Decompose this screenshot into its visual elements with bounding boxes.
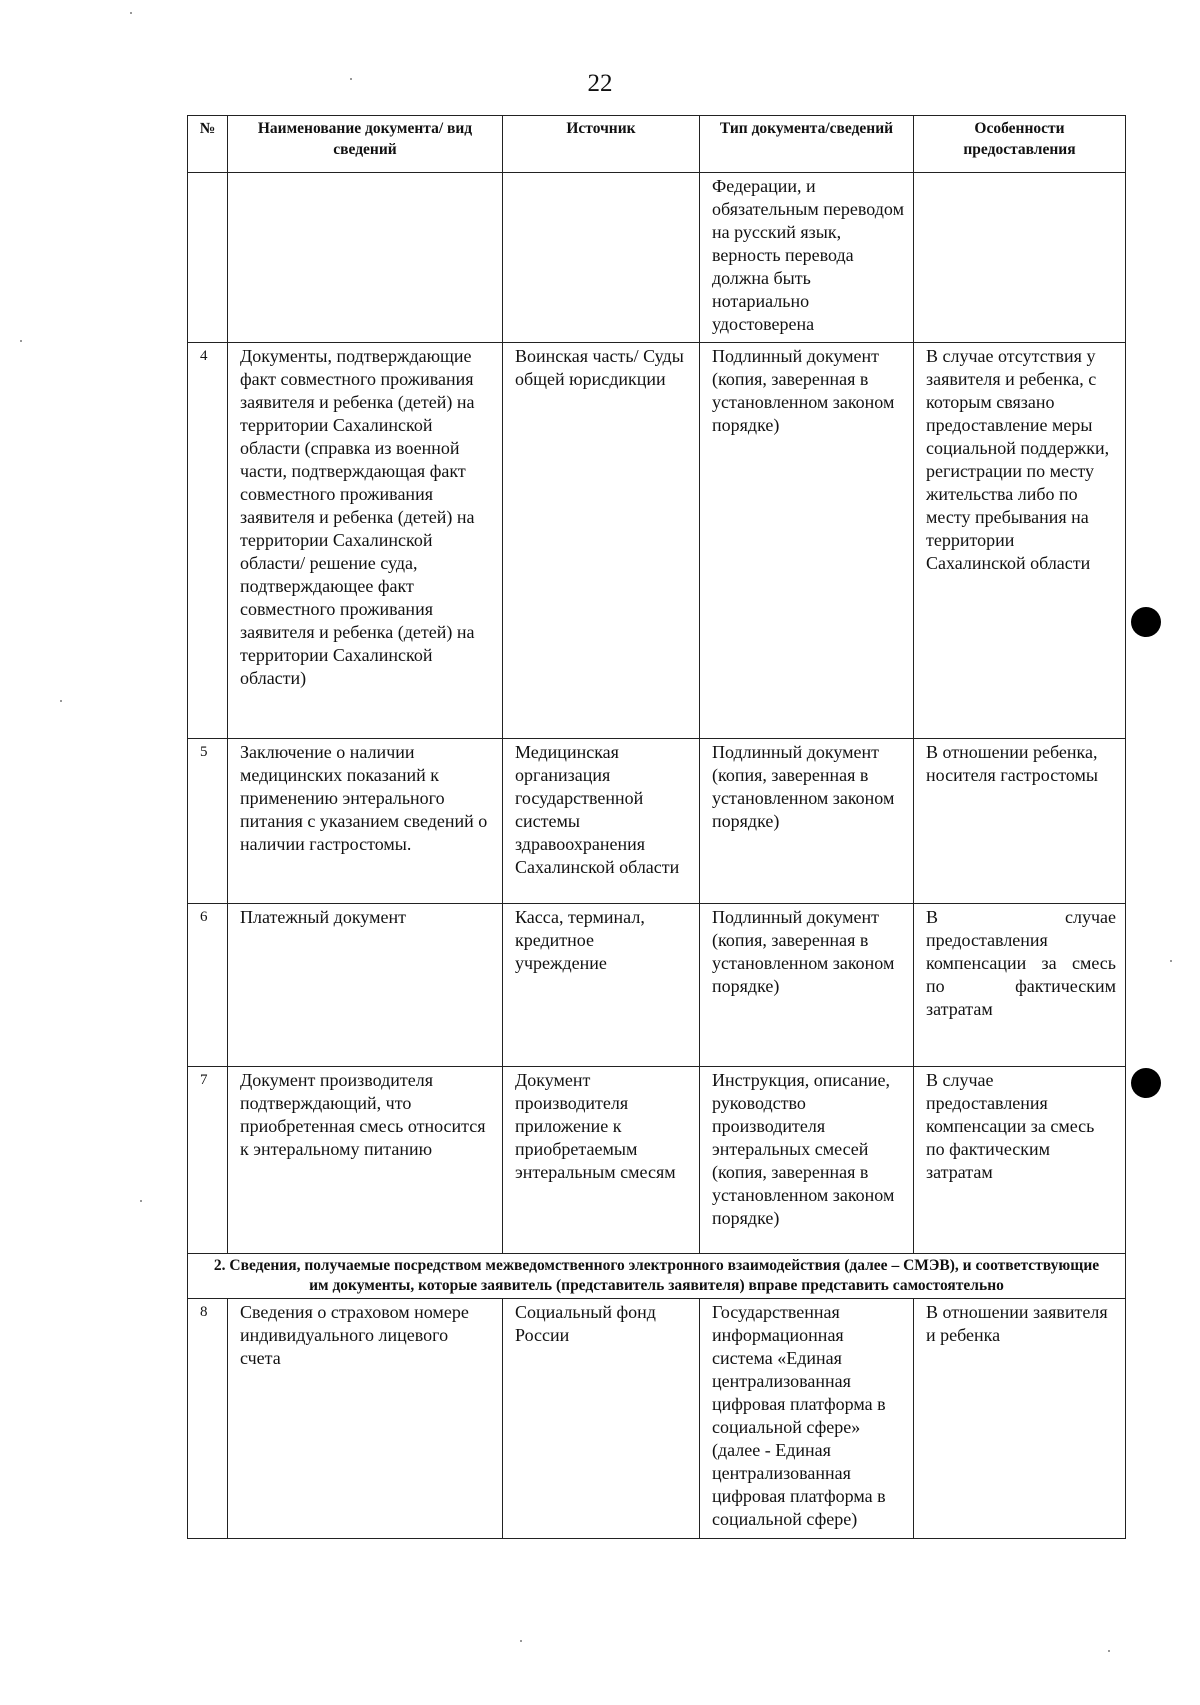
cell-features: В случае предоставления компенсации за смесь по фактическим затратам: [914, 1067, 1126, 1254]
scan-speck: [1108, 1650, 1110, 1652]
cell-num: 7: [188, 1067, 228, 1254]
header-features: Особенности предоставления: [914, 116, 1126, 173]
cell-features: В отношении заявителя и ребенка: [914, 1299, 1126, 1539]
section-heading: 2. Сведения, получаемые посредством межведомственного электронного взаимодействия (далее – СМЭВ), и соответствующие им документы, которые заявитель (представитель заявителя) вправе представить самостоятельно: [188, 1254, 1126, 1299]
punch-hole-mark: [1131, 607, 1161, 637]
table-header-row: [188, 116, 1126, 173]
cell-name: Документ производителя подтверждающий, что приобретенная смесь относится к энтеральному питанию: [228, 1067, 503, 1254]
header-type: Тип документа/сведений: [700, 116, 914, 173]
section-heading-row: [188, 1254, 1126, 1299]
header-source: Источник: [503, 116, 700, 173]
cell-source: [503, 173, 700, 343]
scan-speck: [60, 700, 62, 702]
scan-speck: [140, 1200, 142, 1202]
scan-speck: [20, 340, 22, 342]
cell-num: 6: [188, 904, 228, 1067]
cell-type: Государственная информационная система «Единая централизованная цифровая платформа в социальной сфере» (далее - Единая централизованная цифровая платформа в социальной сфере): [700, 1299, 914, 1539]
documents-table: [187, 115, 1126, 1539]
cell-type: Подлинный документ (копия, заверенная в установленном законом порядке): [700, 904, 914, 1067]
cell-source: Воинская часть/ Суды общей юрисдикции: [503, 343, 700, 739]
cell-features: В отношении ребенка, носителя гастростомы: [914, 739, 1126, 904]
cell-source: Социальный фонд России: [503, 1299, 700, 1539]
cell-name: [228, 173, 503, 343]
table-row: [188, 1299, 1126, 1539]
cell-source: Документ производителя приложение к приобретаемым энтеральным смесям: [503, 1067, 700, 1254]
scan-speck: [1170, 960, 1172, 962]
cell-type: Инструкция, описание, руководство производителя энтеральных смесей (копия, заверенная в установленном законом порядке): [700, 1067, 914, 1254]
cell-num: 8: [188, 1299, 228, 1539]
cell-type: Федерации, и обязательным переводом на русский язык, верность перевода должна быть нотариально удостоверена: [700, 173, 914, 343]
cell-num: 4: [188, 343, 228, 739]
cell-num: 5: [188, 739, 228, 904]
table-row: [188, 1067, 1126, 1254]
scan-speck: [350, 78, 352, 80]
cell-features: [914, 173, 1126, 343]
page-number: 22: [587, 70, 613, 97]
header-num: №: [188, 116, 228, 173]
table-row: [188, 739, 1126, 904]
cell-name: Заключение о наличии медицинских показаний к применению энтерального питания с указанием сведений о наличии гастростомы.: [228, 739, 503, 904]
cell-features: В случае предоставления компенсации за смесь по фактическим затратам: [914, 904, 1126, 1067]
cell-name: Документы, подтверждающие факт совместного проживания заявителя и ребенка (детей) на территории Сахалинской области (справка из военной части, подтверждающая факт совместного проживания заявителя и ребенка (детей) на территории Сахалинской области/ решение суда, подтверждающее факт совместного проживания заявителя и ребенка (детей) на территории Сахалинской области): [228, 343, 503, 739]
cell-features: В случае отсутствия у заявителя и ребенка, с которым связано предоставление меры социальной поддержки, регистрации по месту жительства либо по месту пребывания на территории Сахалинской области: [914, 343, 1126, 739]
cell-num: [188, 173, 228, 343]
table-row: [188, 343, 1126, 739]
cell-source: Медицинская организация государственной системы здравоохранения Сахалинской области: [503, 739, 700, 904]
cell-type: Подлинный документ (копия, заверенная в установленном законом порядке): [700, 739, 914, 904]
table-row: [188, 904, 1126, 1067]
cell-type: Подлинный документ (копия, заверенная в установленном законом порядке): [700, 343, 914, 739]
scan-speck: [520, 1640, 522, 1642]
table-row-continuation: [188, 173, 1126, 343]
cell-source: Касса, терминал, кредитное учреждение: [503, 904, 700, 1067]
cell-name: Платежный документ: [228, 904, 503, 1067]
cell-name: Сведения о страховом номере индивидуального лицевого счета: [228, 1299, 503, 1539]
punch-hole-mark: [1131, 1068, 1161, 1098]
scan-speck: [130, 12, 132, 14]
header-name: Наименование документа/ вид сведений: [228, 116, 503, 173]
